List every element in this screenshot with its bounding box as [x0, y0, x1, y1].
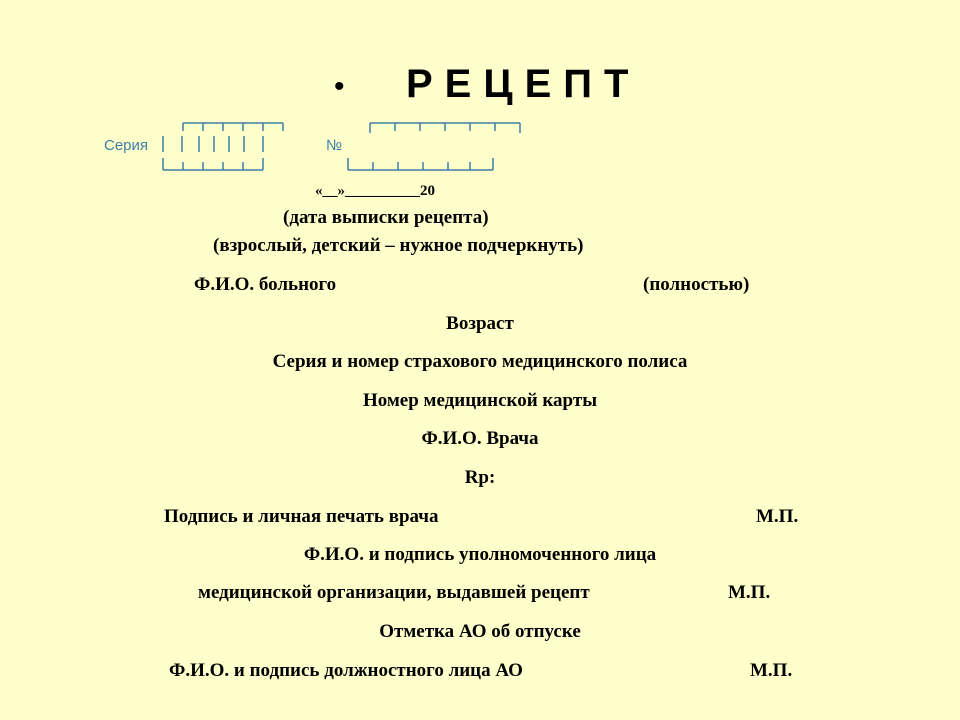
authorized-line1: Ф.И.О. и подпись уполномоченного лица [303, 544, 657, 565]
official-label: Ф.И.О. и подпись должностного лица АО [169, 660, 523, 681]
patient-label: Ф.И.О. больного [194, 274, 337, 295]
series-label: Серия [104, 137, 149, 154]
official-stamp: М.П. [750, 660, 793, 681]
series-bottom-comb [163, 158, 263, 170]
signature-stamp: М.П. [756, 506, 799, 527]
policy-label: Серия и номер страхового медицинского полиса [272, 351, 688, 372]
authorized-stamp: М.П. [728, 582, 771, 603]
type-caption: (взрослый, детский – нужное подчеркнуть) [213, 235, 584, 256]
date-line: «__»__________20 [315, 183, 435, 199]
card-label: Номер медицинской карты [362, 390, 598, 411]
bullet: • [334, 70, 345, 103]
age-label: Возраст [446, 313, 514, 334]
signature-label: Подпись и личная печать врача [164, 506, 439, 527]
number-top-comb [370, 123, 520, 133]
page-title: РЕЦЕПТ [406, 62, 641, 106]
series-cells [163, 136, 263, 152]
series-number-boxes [0, 0, 960, 200]
date-caption: (дата выписки рецепта) [283, 207, 489, 228]
authorized-line2: медицинской организации, выдавшей рецепт [198, 582, 590, 603]
patient-note: (полностью) [643, 274, 750, 295]
series-top-comb [183, 123, 283, 131]
dispense-mark: Отметка АО об отпуске [379, 621, 581, 642]
doctor-label: Ф.И.О. Врача [421, 428, 539, 449]
number-bottom-comb [348, 158, 493, 170]
number-label: № [326, 137, 343, 154]
rp-label: Rp: [464, 467, 496, 488]
